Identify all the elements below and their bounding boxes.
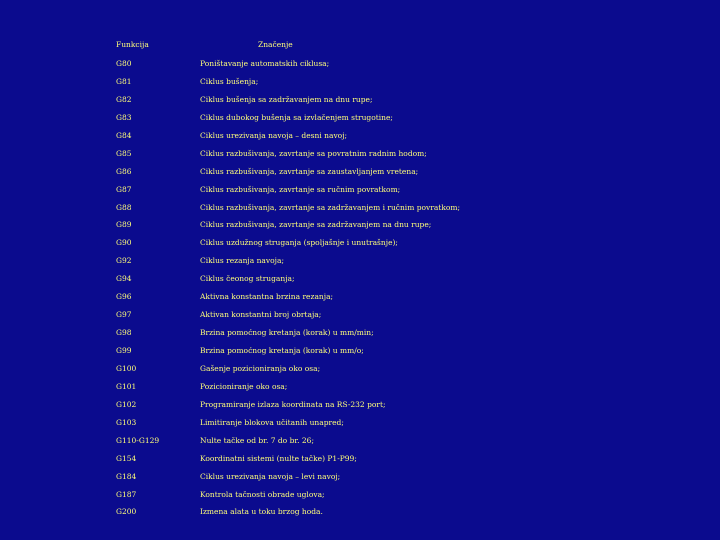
gcode-function: G85: [116, 148, 132, 158]
gcode-table: [0, 59, 720, 525]
gcode-meaning: Ciklus razbušivanja, zavrtanje sa ručnim povratkom;: [200, 184, 401, 194]
gcode-function: G110-G129: [116, 435, 160, 445]
table-row: [0, 436, 720, 454]
gcode-meaning: Aktivna konstantna brzina rezanja;: [200, 292, 334, 302]
table-row: [0, 203, 720, 221]
table-row: [0, 472, 720, 490]
table-row: [0, 167, 720, 185]
table-row: [0, 95, 720, 113]
gcode-meaning: Ciklus bušenja sa zadržavanjem na dnu rupe;: [200, 94, 373, 104]
gcode-meaning: Pozicioniranje oko osa;: [200, 381, 288, 391]
gcode-meaning: Limitiranje blokova učitanih unapred;: [200, 417, 344, 427]
gcode-function: G184: [116, 471, 137, 481]
gcode-meaning: Gašenje pozicioniranja oko osa;: [200, 363, 321, 373]
table-row: [0, 364, 720, 382]
gcode-meaning: Ciklus urezivanja navoja – levi navoj;: [200, 471, 341, 481]
gcode-function: G89: [116, 220, 132, 230]
table-row: [0, 274, 720, 292]
gcode-meaning: Ciklus razbušivanja, zavrtanje sa povratnim radnim hodom;: [200, 148, 427, 158]
gcode-function: G81: [116, 76, 132, 86]
gcode-function: G86: [116, 166, 132, 176]
table-row: [0, 220, 720, 238]
gcode-function: G94: [116, 274, 132, 284]
table-header: [0, 40, 720, 54]
gcode-function: G102: [116, 399, 137, 409]
gcode-meaning: Izmena alata u toku brzog hoda.: [200, 507, 323, 517]
gcode-meaning: Ciklus rezanja navoja;: [200, 256, 284, 266]
gcode-function: G103: [116, 417, 137, 427]
gcode-meaning: Programiranje izlaza koordinata na RS-232 port;: [200, 399, 386, 409]
table-row: [0, 400, 720, 418]
gcode-meaning: Aktivan konstantni broj obrtaja;: [200, 310, 322, 320]
gcode-meaning: Ciklus uzdužnog struganja (spoljašnje i unutrašnje);: [200, 238, 398, 248]
table-row: [0, 490, 720, 508]
table-row: [0, 346, 720, 364]
gcode-function: G96: [116, 292, 132, 302]
table-row: [0, 113, 720, 131]
gcode-meaning: Ciklus čeonog struganja;: [200, 274, 295, 284]
gcode-meaning: Ciklus razbušivanja, zavrtanje sa zaustavljanjem vretena;: [200, 166, 419, 176]
gcode-function: G101: [116, 381, 137, 391]
gcode-function: G90: [116, 238, 132, 248]
table-row: [0, 310, 720, 328]
table-row: [0, 131, 720, 149]
gcode-function: G92: [116, 256, 132, 266]
gcode-meaning: Ciklus urezivanja navoja – desni navoj;: [200, 130, 348, 140]
gcode-function: G82: [116, 94, 132, 104]
gcode-function: G200: [116, 507, 137, 517]
table-row: [0, 77, 720, 95]
gcode-function: G80: [116, 59, 132, 68]
table-row: [0, 185, 720, 203]
gcode-function: G87: [116, 184, 132, 194]
table-row: [0, 507, 720, 525]
gcode-function: G84: [116, 130, 132, 140]
table-row: [0, 149, 720, 167]
gcode-function: G98: [116, 328, 132, 338]
table-row: [0, 238, 720, 256]
gcode-function: G187: [116, 489, 137, 499]
gcode-function: G99: [116, 346, 132, 355]
gcode-meaning: Ciklus bušenja;: [200, 76, 259, 86]
function-column-header: Funkcija: [116, 40, 149, 49]
gcode-meaning: Brzina pomoćnog kretanja (korak) u mm/min;: [200, 328, 374, 338]
gcode-meaning: Ciklus dubokog bušenja sa izvlačenjem strugotine;: [200, 112, 393, 122]
gcode-meaning: Ciklus razbušivanja, zavrtanje sa zadržavanjem i ručnim povratkom;: [200, 202, 461, 212]
table-row: [0, 382, 720, 400]
gcode-meaning: Nulte tačke od br. 7 do br. 26;: [200, 435, 314, 445]
gcode-meaning: Poništavanje automatskih ciklusa;: [200, 59, 330, 68]
table-row: [0, 328, 720, 346]
gcode-meaning: Kontrola tačnosti obrade uglova;: [200, 489, 325, 499]
table-row: [0, 59, 720, 77]
gcode-meaning: Brzina pomoćnog kretanja (korak) u mm/o;: [200, 346, 364, 355]
gcode-function: G88: [116, 202, 132, 212]
gcode-meaning: Ciklus razbušivanja, zavrtanje sa zadržavanjem na dnu rupe;: [200, 220, 432, 230]
table-row: [0, 418, 720, 436]
gcode-function: G97: [116, 310, 132, 320]
gcode-function: G83: [116, 112, 132, 122]
table-row: [0, 292, 720, 310]
gcode-function: G154: [116, 453, 137, 463]
table-row: [0, 256, 720, 274]
table-row: [0, 454, 720, 472]
meaning-column-header: Značenje: [258, 40, 293, 49]
gcode-meaning: Koordinatni sistemi (nulte tačke) P1-P99;: [200, 453, 357, 463]
gcode-function: G100: [116, 363, 137, 373]
